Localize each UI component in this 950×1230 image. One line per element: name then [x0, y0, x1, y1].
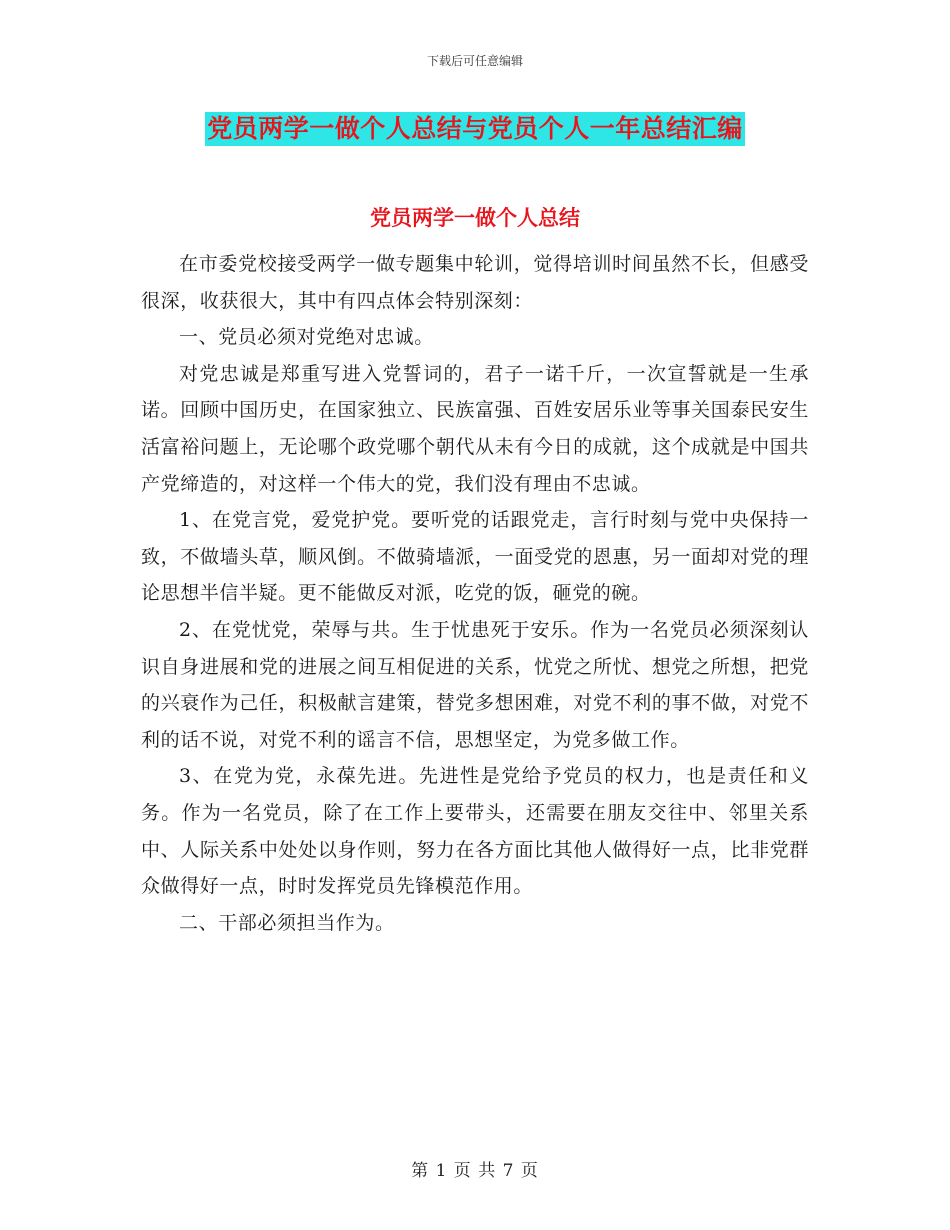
paragraph-point-1: 1、在党言党，爱党护党。要听党的话跟党走，言行时刻与党中央保持一致，不做墙头草，顺风倒。不做骑墙派，一面受党的恩惠，另一面却对党的理论思想半信半疑。更不能做反对派，吃党的饭，砸党的碗。: [141, 509, 809, 605]
paragraph-loyalty: 对党忠诚是郑重写进入党誓词的，君子一诺千斤，一次宣誓就是一生承诺。回顾中国历史，在国家独立、民族富强、百姓安居乐业等事关国泰民安生活富裕问题上，无论哪个政党哪个朝代从未有今日的成就，这个成就是中国共产党缔造的，对这样一个伟大的党，我们没有理由不忠诚。: [141, 362, 809, 495]
paragraph-heading-two: 二、干部必须担当作为。: [179, 911, 395, 934]
document-title: 党员两学一做个人总结与党员个人一年总结汇编: [205, 112, 745, 146]
paragraph-heading-one: 一、党员必须对党绝对忠诚。: [179, 326, 434, 349]
page-header-note: 下载后可任意编辑: [426, 54, 523, 68]
paragraph-intro: 在市委党校接受两学一做专题集中轮训，觉得培训时间虽然不长，但感受很深，收获很大，其中有四点体会特别深刻：: [141, 253, 809, 312]
paragraph-point-2: 2、在党忧党，荣辱与共。生于忧患死于安乐。作为一名党员必须深刻认识自身进展和党的进展之间互相促进的关系，忧党之所忧、想党之所想，把党的兴衰作为己任，积极献言建策，替党多想困难，对党不利的事不做，对党不利的话不说，对党不利的谣言不信，思想坚定，为党多做工作。: [141, 618, 809, 751]
section-title: 党员两学一做个人总结: [370, 206, 580, 230]
page-number: 第 1 页 共 7 页: [411, 1161, 539, 1181]
document-title-container: [0, 112, 950, 146]
paragraph-point-3: 3、在党为党，永葆先进。先进性是党给予党员的权力，也是责任和义务。作为一名党员，除了在工作上要带头，还需要在朋友交往中、邻里关系中、人际关系中处处以身作则，努力在各方面比其他人做得好一点，比非党群众做得好一点，时时发挥党员先锋模范作用。: [141, 765, 809, 898]
document-body: [141, 246, 809, 941]
